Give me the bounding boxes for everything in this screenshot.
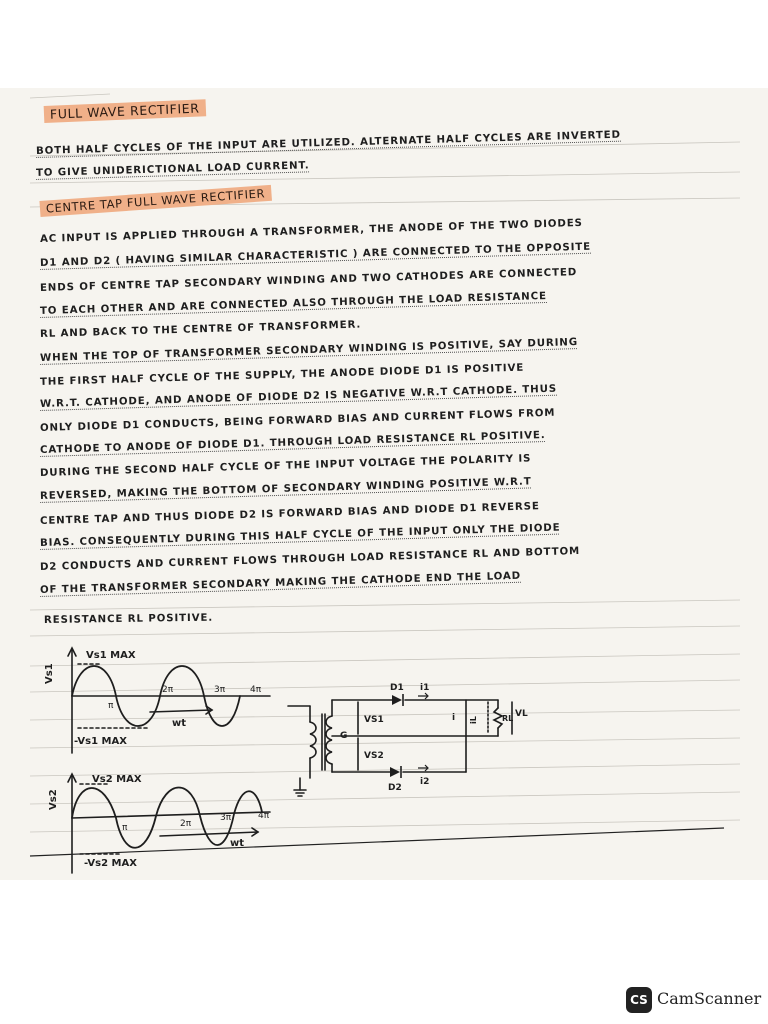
body-line: BIAS. CONSEQUENTLY DURING THIS HALF CYCLE OF THE INPUT ONLY THE DIODE: [39, 522, 561, 549]
wave2-tick: 3π: [220, 813, 232, 823]
d2-label: D2: [388, 783, 402, 793]
camscanner-logo: CS: [626, 987, 652, 1013]
wave1-max-label: Vs1 MAX: [86, 650, 136, 661]
page-title: FULL WAVE RECTIFIER: [44, 99, 206, 123]
body-line: RL AND BACK TO THE CENTRE OF TRANSFORMER.: [39, 319, 362, 340]
rl-label: RL: [502, 714, 514, 723]
d1-label: D1: [390, 683, 404, 693]
wave1-tick: 4π: [250, 685, 262, 695]
body-line: REVERSED, MAKING THE BOTTOM OF SECONDARY WINDING POSITIVE W.R.T: [39, 476, 532, 502]
body-line: RESISTANCE RL POSITIVE.: [43, 612, 214, 626]
intro-line: BOTH HALF CYCLES OF THE INPUT ARE UTILIZED. ALTERNATE HALF CYCLES ARE INVERTED: [35, 129, 622, 157]
g-label: G: [340, 731, 348, 741]
body-line: W.R.T. CATHODE, AND ANODE OF DIODE D2 IS NEGATIVE W.R.T CATHODE. THUS: [39, 383, 558, 410]
wave2-tick: 2π: [180, 819, 192, 829]
wave2-min-label: -Vs2 MAX: [84, 858, 137, 869]
vl-label: VL: [515, 709, 528, 719]
notebook-page: [0, 88, 768, 880]
wave1-min-label: -Vs1 MAX: [74, 736, 127, 747]
wave2-x-label: wt: [230, 838, 245, 849]
body-line: TO EACH OTHER AND ARE CONNECTED ALSO THROUGH THE LOAD RESISTANCE: [39, 290, 548, 317]
camscanner-name: CamScanner: [657, 989, 762, 1008]
section-subtitle: CENTRE TAP FULL WAVE RECTIFIER: [39, 185, 271, 217]
wave1-tick: 3π: [214, 685, 226, 695]
wave2-max-label: Vs2 MAX: [92, 774, 142, 785]
i2-label: i2: [420, 777, 430, 787]
ic-label: i: [452, 713, 456, 723]
body-line: ENDS OF CENTRE TAP SECONDARY WINDING AND TWO CATHODES ARE CONNECTED: [39, 267, 578, 294]
wave1-tick: 2π: [162, 685, 174, 695]
body-line: WHEN THE TOP OF TRANSFORMER SECONDARY WINDING IS POSITIVE, SAY DURING: [39, 337, 579, 364]
wave1-axis-label: Vs1: [44, 663, 55, 684]
body-line: AC INPUT IS APPLIED THROUGH A TRANSFORMER, THE ANODE OF THE TWO DIODES: [39, 217, 584, 245]
body-line: THE FIRST HALF CYCLE OF THE SUPPLY, THE ANODE DIODE D1 IS POSITIVE: [39, 362, 525, 388]
intro-line: TO GIVE UNIDERICTIONAL LOAD CURRENT.: [35, 160, 310, 179]
wave1-x-label: wt: [172, 718, 187, 729]
body-line: D1 AND D2 ( HAVING SIMILAR CHARACTERISTIC ) ARE CONNECTED TO THE OPPOSITE: [39, 241, 592, 269]
i1-label: i1: [420, 683, 430, 693]
body-line: ONLY DIODE D1 CONDUCTS, BEING FORWARD BIAS AND CURRENT FLOWS FROM: [39, 407, 556, 434]
wave2-tick: π: [122, 823, 128, 833]
body-line: OF THE TRANSFORMER SECONDARY MAKING THE CATHODE END THE LOAD: [39, 570, 522, 596]
body-line: DURING THE SECOND HALF CYCLE OF THE INPUT VOLTAGE THE POLARITY IS: [39, 453, 532, 479]
body-line: D2 CONDUCTS AND CURRENT FLOWS THROUGH LOAD RESISTANCE RL AND BOTTOM: [39, 545, 581, 573]
rectifier-diagram: [0, 88, 768, 880]
wave2-axis-label: Vs2: [48, 789, 59, 810]
wave2-tick: 4π: [258, 811, 270, 821]
body-line: CENTRE TAP AND THUS DIODE D2 IS FORWARD BIAS AND DIODE D1 REVERSE: [39, 501, 540, 527]
vs1-label: VS1: [364, 715, 384, 725]
body-line: CATHODE TO ANODE OF DIODE D1. THROUGH LOAD RESISTANCE RL POSITIVE.: [39, 429, 546, 456]
vs2-label: VS2: [364, 751, 384, 761]
il-label: iL: [469, 716, 478, 724]
wave1-tick: π: [108, 701, 114, 711]
